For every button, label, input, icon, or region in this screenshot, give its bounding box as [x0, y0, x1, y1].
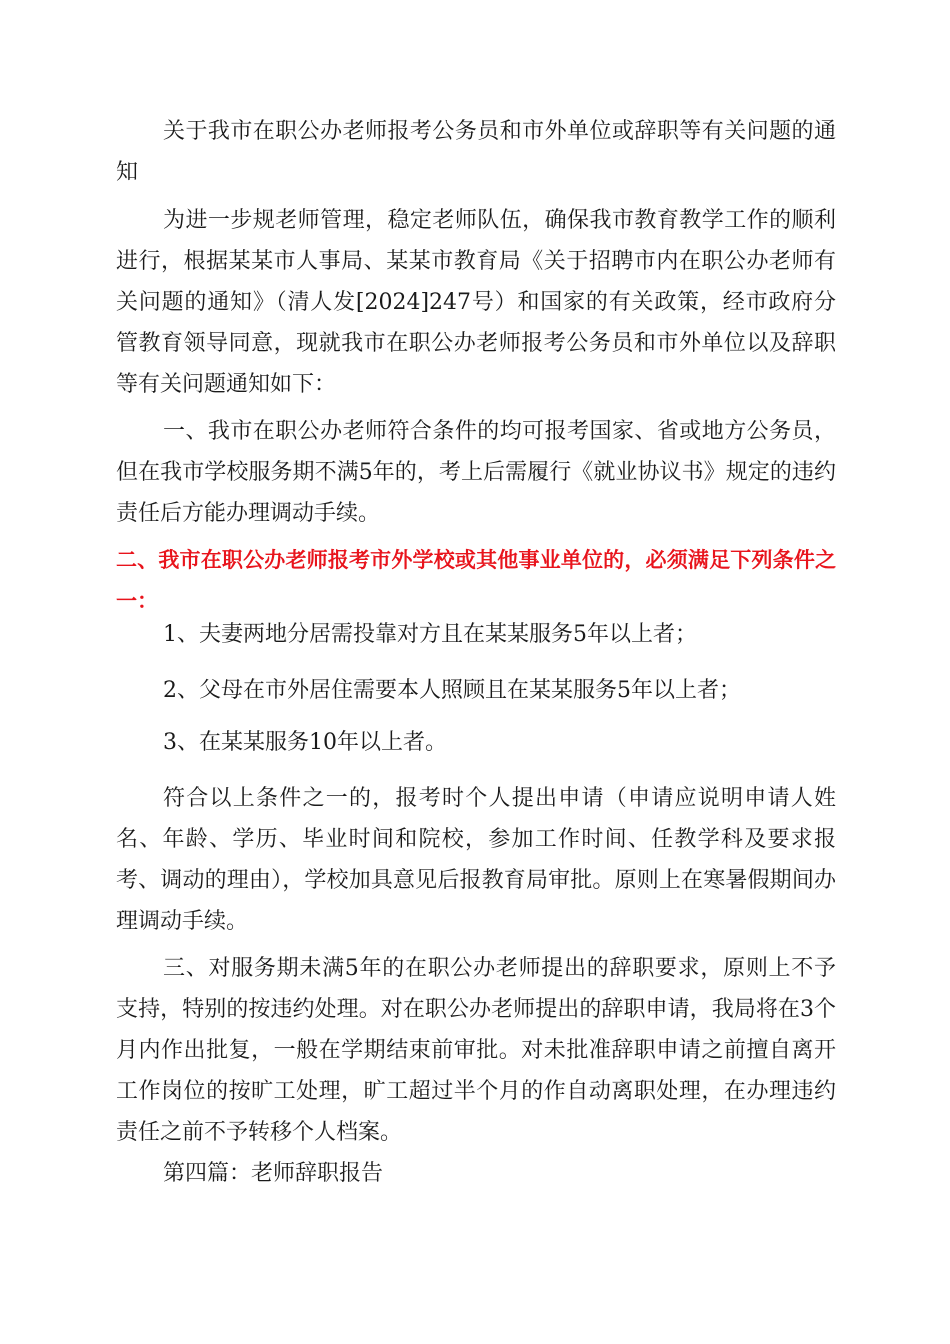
section-2-heading: 二、我市在职公办老师报考市外学校或其他事业单位的，必须满足下列条件之一：: [116, 548, 836, 613]
intro-paragraph: 为进一步规老师管理，稳定老师队伍，确保我市教育教学工作的顺利进行，根据某某市人事局、某某市教育局《关于招聘市内在职公办老师有关问题的通知》（清人发[2024]247号）和国家的有关政策，经市政府分管教育领导同意，现就我市在职公办老师报考公务员和市外单位以及辞职等有关问题通知如下：: [116, 208, 836, 397]
section-3-paragraph: 三、对服务期未满5年的在职公办老师提出的辞职要求，原则上不予支持，特别的按违约处理。对在职公办老师提出的辞职申请，我局将在3个月内作出批复，一般在学期结束前审批。对未批准辞职申请之前擅自离开工作岗位的按旷工处理，旷工超过半个月的作自动离职处理，在办理违约责任之前不予转移个人档案。: [116, 956, 836, 1145]
condition-item-1: 1、夫妻两地分居需投靠对方且在某某服务5年以上者；: [163, 622, 697, 647]
section-1-paragraph: 一、我市在职公办老师符合条件的均可报考国家、省或地方公务员，但在我市学校服务期不满5年的，考上后需履行《就业协议书》规定的违约责任后方能办理调动手续。: [116, 419, 836, 526]
condition-item-2: 2、父母在市外居住需要本人照顾且在某某服务5年以上者；: [163, 678, 741, 703]
condition-item-3: 3、在某某服务10年以上者。: [163, 730, 447, 755]
document-title: 关于我市在职公办老师报考公务员和市外单位或辞职等有关问题的通知: [116, 119, 836, 185]
chapter-4-title: 第四篇：老师辞职报告: [163, 1161, 384, 1186]
section-2-note-paragraph: 符合以上条件之一的，报考时个人提出申请（申请应说明申请人姓名、年龄、学历、毕业时间和院校，参加工作时间、任教学科及要求报考、调动的理由），学校加具意见后报教育局审批。原则上在寒暑假期间办理调动手续。: [116, 786, 836, 934]
